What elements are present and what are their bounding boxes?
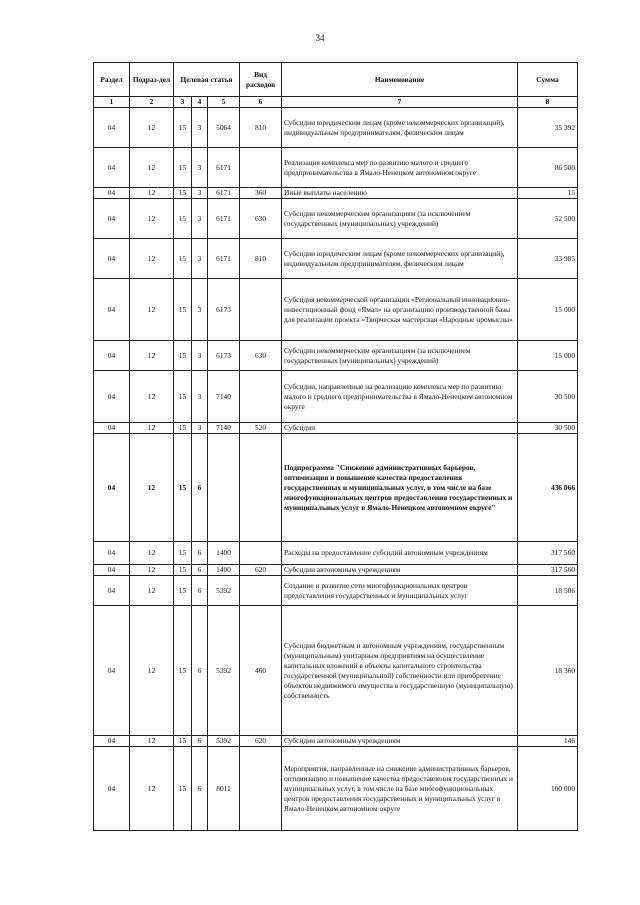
cell-section: 04: [94, 279, 130, 341]
cell-subsection: 12: [130, 199, 174, 239]
cell-name: Расходы на предоставление субсидий автономным учреждениям: [282, 542, 518, 565]
cell-article-part1: 15: [174, 148, 192, 188]
page-number: 34: [315, 33, 325, 43]
cell-subsection: 12: [130, 371, 174, 423]
cell-article-part3: 1400: [208, 542, 240, 565]
cell-subsection: 12: [130, 423, 174, 434]
cell-amount: 15 000: [518, 341, 578, 371]
cell-expense-type: [240, 371, 282, 423]
cell-section: 04: [94, 606, 130, 736]
cell-section: 04: [94, 108, 130, 148]
column-number: 3: [174, 97, 192, 108]
cell-subsection: 12: [130, 434, 174, 542]
cell-name: Субсидии, направленные на реализацию комплекса мер по развитию малого и среднего предпринимательства в Ямало-Ненецком автономном округе: [282, 371, 518, 423]
table-row: [94, 239, 578, 279]
cell-expense-type: 360: [240, 188, 282, 199]
cell-subsection: 12: [130, 576, 174, 606]
cell-expense-type: 520: [240, 423, 282, 434]
cell-name: Создание и развитие сети многофункциональных центров предоставления государственных и муниципальных услуг: [282, 576, 518, 606]
cell-section: 04: [94, 199, 130, 239]
cell-name: Субсидия некоммерческой организации «Региональный инновационно-инвестиционный фонд «Ямал» на организацию производственной базы для реализации проекта «Творческая мастерская «Народные промыслы»: [282, 279, 518, 341]
cell-article-part2: 3: [192, 341, 208, 371]
table-row: [94, 199, 578, 239]
header-target-article: Целевая статья: [174, 63, 240, 97]
cell-article-part1: 15: [174, 239, 192, 279]
cell-article-part1: 15: [174, 108, 192, 148]
cell-subsection: 12: [130, 747, 174, 831]
cell-expense-type: [240, 148, 282, 188]
cell-article-part2: 3: [192, 108, 208, 148]
header-name: Наименование: [282, 63, 518, 97]
cell-subsection: 12: [130, 108, 174, 148]
cell-amount: 18 506: [518, 576, 578, 606]
header-expense-type: Вид расходов: [240, 63, 282, 97]
cell-article-part3: 6171: [208, 199, 240, 239]
cell-article-part1: 15: [174, 199, 192, 239]
cell-name: Подпрограмма "Снижение административных барьеров, оптимизация и повышение качества предоставления государственных и муниципальных услуг, в том числе на базе многофункциональных центров предоставления государственных и муниципальных услуг в Ямало-Ненецком автономном округе": [282, 434, 518, 542]
cell-section: 04: [94, 747, 130, 831]
column-number: 4: [192, 97, 208, 108]
cell-article-part2: 6: [192, 542, 208, 565]
cell-subsection: 12: [130, 542, 174, 565]
cell-article-part1: 15: [174, 576, 192, 606]
table-row: [94, 371, 578, 423]
table-row: [94, 188, 578, 199]
cell-expense-type: 620: [240, 736, 282, 747]
cell-name: Субсидии бюджетным и автономным учреждениям, государственным (муниципальным) унитарным предприятиям на осуществление капитальных вложений в объекты капитального строительства государственной (муниципальной) собственности или приобретение объектов недвижимого имущества в государственную (муниципальную) собственность: [282, 606, 518, 736]
cell-article-part3: 5392: [208, 736, 240, 747]
table-row: [94, 341, 578, 371]
cell-name: Мероприятия, направленные на снижение административных барьеров, оптимизацию и повышение качества предоставления государственных и муниципальных услуг, в том числе на базе многофункциональных центров предоставления государственных и муниципальных услуг в Ямало-Ненецком автономном округе: [282, 747, 518, 831]
cell-expense-type: [240, 576, 282, 606]
cell-article-part3: 6171: [208, 239, 240, 279]
cell-section: 04: [94, 434, 130, 542]
budget-table: [93, 62, 578, 831]
cell-subsection: 12: [130, 188, 174, 199]
cell-article-part1: 15: [174, 188, 192, 199]
cell-amount: 30 500: [518, 371, 578, 423]
cell-expense-type: 460: [240, 606, 282, 736]
cell-article-part3: 6171: [208, 148, 240, 188]
header-subsection: Подраз-дел: [130, 63, 174, 97]
cell-expense-type: [240, 542, 282, 565]
table-row: [94, 747, 578, 831]
cell-amount: 436 066: [518, 434, 578, 542]
cell-article-part1: 15: [174, 736, 192, 747]
cell-subsection: 12: [130, 736, 174, 747]
cell-subsection: 12: [130, 606, 174, 736]
cell-article-part2: 3: [192, 279, 208, 341]
cell-article-part1: 15: [174, 606, 192, 736]
cell-subsection: 12: [130, 279, 174, 341]
cell-article-part1: 15: [174, 747, 192, 831]
cell-amount: 33 985: [518, 239, 578, 279]
cell-amount: 52 500: [518, 199, 578, 239]
cell-amount: 86 500: [518, 148, 578, 188]
cell-expense-type: 810: [240, 108, 282, 148]
cell-amount: 317 560: [518, 565, 578, 576]
cell-name: Субсидии юридическим лицам (кроме некоммерческих организаций), индивидуальным предпринимателям, физическим лицам: [282, 239, 518, 279]
column-number: 2: [130, 97, 174, 108]
cell-name: Иные выплаты населению: [282, 188, 518, 199]
cell-name: Субсидии: [282, 423, 518, 434]
cell-amount: 30 500: [518, 423, 578, 434]
column-number: 5: [208, 97, 240, 108]
cell-section: 04: [94, 423, 130, 434]
cell-amount: 15: [518, 188, 578, 199]
cell-section: 04: [94, 188, 130, 199]
header-amount: Сумма: [518, 63, 578, 97]
cell-subsection: 12: [130, 341, 174, 371]
cell-name: Реализация комплекса мер по развитию малого и среднего предпринимательства в Ямало-Ненецком автономном округе: [282, 148, 518, 188]
table-body: [94, 108, 578, 831]
cell-section: 04: [94, 736, 130, 747]
cell-article-part2: 3: [192, 239, 208, 279]
table-row: [94, 434, 578, 542]
cell-amount: 146: [518, 736, 578, 747]
cell-name: Субсидии юридическим лицам (кроме некоммерческих организаций), индивидуальным предпринимателям, физическим лицам: [282, 108, 518, 148]
cell-article-part1: 15: [174, 371, 192, 423]
cell-article-part2: 6: [192, 747, 208, 831]
cell-article-part3: 6173: [208, 341, 240, 371]
cell-expense-type: [240, 747, 282, 831]
cell-article-part1: 15: [174, 434, 192, 542]
cell-section: 04: [94, 239, 130, 279]
cell-subsection: 12: [130, 239, 174, 279]
cell-article-part3: 7140: [208, 423, 240, 434]
table-row: [94, 423, 578, 434]
cell-amount: 18 360: [518, 606, 578, 736]
cell-article-part3: 1400: [208, 565, 240, 576]
cell-section: 04: [94, 341, 130, 371]
cell-article-part3: 7140: [208, 371, 240, 423]
cell-article-part1: 15: [174, 279, 192, 341]
column-number: 7: [282, 97, 518, 108]
cell-article-part2: 6: [192, 434, 208, 542]
table-row: [94, 565, 578, 576]
cell-article-part3: 5064: [208, 108, 240, 148]
cell-article-part2: 3: [192, 423, 208, 434]
cell-section: 04: [94, 148, 130, 188]
cell-article-part1: 15: [174, 542, 192, 565]
cell-amount: 35 392: [518, 108, 578, 148]
cell-article-part2: 3: [192, 371, 208, 423]
cell-article-part2: 6: [192, 606, 208, 736]
cell-expense-type: 810: [240, 239, 282, 279]
table-row: [94, 108, 578, 148]
table-row: [94, 576, 578, 606]
cell-expense-type: 620: [240, 565, 282, 576]
cell-article-part1: 15: [174, 565, 192, 576]
cell-article-part2: 6: [192, 736, 208, 747]
cell-name: Субсидии автономным учреждениям: [282, 565, 518, 576]
cell-section: 04: [94, 542, 130, 565]
cell-article-part3: 6173: [208, 279, 240, 341]
cell-expense-type: 630: [240, 341, 282, 371]
column-number: 8: [518, 97, 578, 108]
cell-article-part2: 6: [192, 576, 208, 606]
cell-expense-type: 630: [240, 199, 282, 239]
cell-section: 04: [94, 565, 130, 576]
cell-section: 04: [94, 371, 130, 423]
cell-amount: 317 560: [518, 542, 578, 565]
table-row: [94, 736, 578, 747]
cell-article-part3: 5392: [208, 576, 240, 606]
header-section: Раздел: [94, 63, 130, 97]
cell-expense-type: [240, 279, 282, 341]
cell-article-part2: 3: [192, 148, 208, 188]
cell-subsection: 12: [130, 148, 174, 188]
cell-amount: 100 000: [518, 747, 578, 831]
table-row: [94, 148, 578, 188]
cell-amount: 15 000: [518, 279, 578, 341]
table-row: [94, 606, 578, 736]
cell-article-part2: 3: [192, 188, 208, 199]
cell-article-part1: 15: [174, 341, 192, 371]
cell-expense-type: [240, 434, 282, 542]
cell-subsection: 12: [130, 565, 174, 576]
cell-name: Субсидии автономным учреждениям: [282, 736, 518, 747]
cell-article-part2: 3: [192, 199, 208, 239]
cell-article-part3: [208, 434, 240, 542]
table-row: [94, 542, 578, 565]
column-number: 1: [94, 97, 130, 108]
cell-article-part3: 5392: [208, 606, 240, 736]
cell-article-part3: 8011: [208, 747, 240, 831]
cell-section: 04: [94, 576, 130, 606]
cell-name: Субсидии некоммерческим организациям (за исключением государственных (муниципальных) учреждений): [282, 199, 518, 239]
cell-name: Субсидии некоммерческим организациям (за исключением государственных (муниципальных) учреждений): [282, 341, 518, 371]
column-number: 6: [240, 97, 282, 108]
cell-article-part1: 15: [174, 423, 192, 434]
table-row: [94, 279, 578, 341]
cell-article-part2: 6: [192, 565, 208, 576]
cell-article-part3: 6171: [208, 188, 240, 199]
